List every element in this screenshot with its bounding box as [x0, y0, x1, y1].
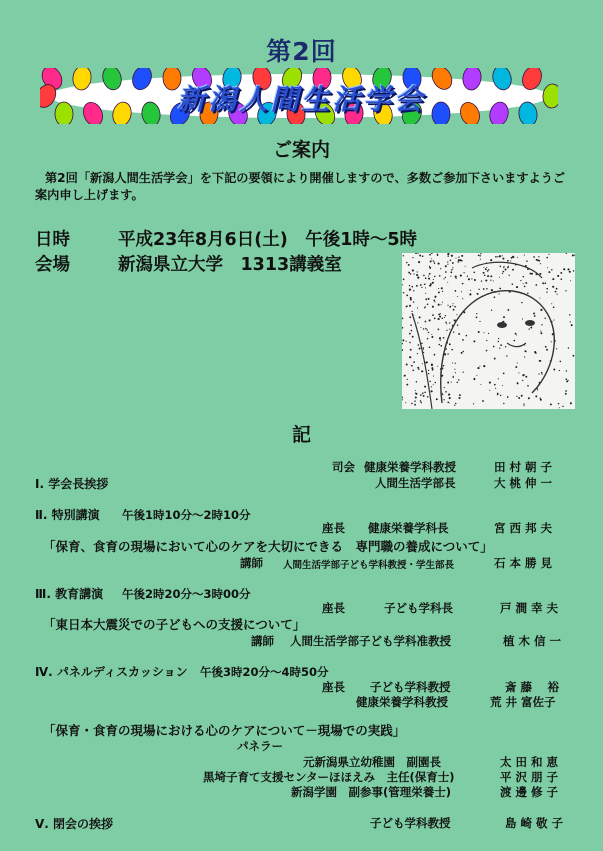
page-subtitle: ご案内	[272, 139, 330, 161]
section-3-chair-role: 座長	[322, 601, 345, 615]
section-4-time: 午後3時20分～4時50分	[200, 665, 329, 679]
section-4-chair1-title: 子ども学科教授	[370, 680, 451, 694]
section-2-speaker-name: 石 本 勝 見	[494, 556, 553, 570]
date-value: 平成23年8月6日(土) 午後1時～5時	[118, 230, 418, 250]
section-3-speaker-title: 人間生活学部子ども学科准教授	[290, 634, 451, 648]
section-1-title: 人間生活学部長	[375, 476, 456, 490]
panelist-3-title: 新潟学園 副参事(管理栄養士)	[291, 785, 452, 799]
section-4-chair2-title: 健康栄養学科教授	[356, 695, 448, 709]
section-1-heading: Ⅰ. 学会長挨拶	[35, 477, 109, 491]
ki-heading: 記	[291, 424, 311, 446]
section-2-heading: Ⅱ. 特別講演	[35, 508, 100, 522]
section-2-time: 午後1時10分～2時10分	[122, 508, 251, 522]
section-5-name: 島 崎 敬 子	[505, 816, 564, 830]
section-3-speaker-role: 講師	[251, 634, 274, 648]
section-3-talk: 「東日本大震災での子どもへの支援について」	[43, 617, 306, 632]
section-2-chair-name: 宮 西 邦 夫	[494, 521, 553, 535]
moderator-role: 司会	[332, 460, 355, 474]
section-4-chair1-name: 斎 藤 裕	[505, 680, 560, 694]
section-3-chair-title: 子ども学科長	[384, 601, 453, 615]
section-5-title: 子ども学科教授	[370, 816, 451, 830]
section-3-speaker-name: 植 木 信 一	[503, 634, 562, 648]
panelist-1-name: 太 田 和 恵	[500, 755, 559, 769]
panelist-1-title: 元新潟県立幼稚園 副園長	[303, 755, 441, 769]
section-2-talk: 「保育、食育の現場において心のケアを大切にできる 専門職の養成について」	[43, 539, 493, 554]
section-4-chair2-name: 荒 井 富佐子	[490, 695, 556, 709]
section-3-time: 午後2時20分～3時00分	[122, 587, 251, 601]
panelist-2-name: 平 沢 朋 子	[500, 770, 559, 784]
panelist-2-title: 黒埼子育て支援センターほほえみ 主任(保育士)	[203, 770, 455, 784]
event-name: 新潟人間生活学会	[177, 83, 426, 116]
section-4-chair-role: 座長	[322, 680, 345, 694]
child-sketch-illustration	[402, 253, 575, 409]
intro-text	[35, 170, 575, 204]
date-label: 日時	[35, 230, 70, 250]
section-5-heading: Ⅴ. 閉会の挨拶	[35, 817, 114, 831]
section-2-speaker-title: 人間生活学部子ども学科教授・学生部長	[283, 560, 455, 571]
moderator-title: 健康栄養学科教授	[364, 460, 456, 474]
moderator-name: 田 村 朝 子	[494, 460, 553, 474]
intro-paragraph: 第2回「新潟人間生活学会」を下記の要領により開催しますので、多数ご参加下さいますようご案内申し上げます。	[35, 171, 566, 202]
section-4-heading: Ⅳ. パネルディスカッション	[35, 665, 188, 679]
section-3-heading: Ⅲ. 教育講演	[35, 587, 104, 601]
venue-value: 新潟県立大学 1313講義室	[118, 255, 342, 275]
section-4-panel-label: パネラー	[237, 739, 283, 753]
venue-label: 会場	[35, 255, 70, 275]
section-2-speaker-role: 講師	[240, 556, 263, 570]
edition-title: 第2回	[266, 37, 337, 66]
section-4-talk: 「保育・食育の現場における心のケアについて－現場での実践」	[43, 723, 406, 738]
panelist-3-name: 渡 邊 修 子	[500, 785, 559, 799]
section-2-chair-role: 座長	[322, 521, 345, 535]
section-2-chair-title: 健康栄養学科長	[368, 521, 449, 535]
section-3-chair-name: 戸 澗 幸 夫	[500, 601, 559, 615]
section-1-name: 大 桃 伸 一	[494, 476, 553, 490]
